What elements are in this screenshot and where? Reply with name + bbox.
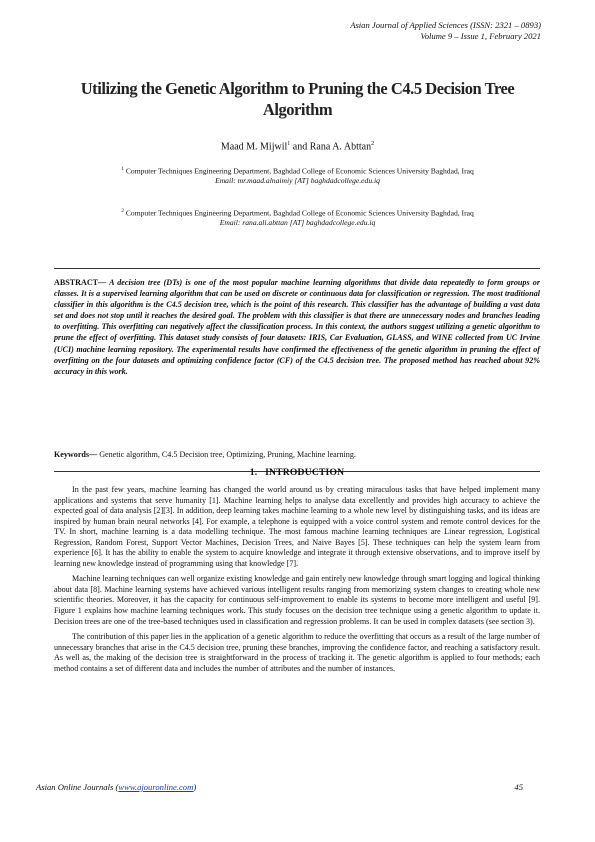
footer-link[interactable]: www.ajouronline.com [118, 782, 194, 792]
journal-issn: Asian Journal of Applied Sciences (ISSN: 2321 – 0893) [350, 20, 541, 30]
author-1: Maad M. Mijwil [220, 141, 288, 153]
affiliation-2 [80, 207, 515, 228]
author-2-sup: 2 [371, 141, 375, 147]
affiliation-2-text: Computer Techniques Engineering Department, Baghdad College of Economic Sciences University Baghdad, Iraq [123, 208, 474, 218]
paragraph: Machine learning techniques can well organize existing knowledge and gain entirely new knowledge through smart logging and logical thinking about data [8]. Machine learning systems have achieved various intelligent results ranging from memorizing system changes to creating whole new scientific theories. Moreover, it has the capacity for continuous self-improvement to enable its systems to become more intelligent and useful [9]. Figure 1 explains how machine learning techniques work. This study focuses on the decision tree technique using a genetic algorithm to update it. Decision trees are one of the tree-based techniques used in classification and regression problems. It can be used in complex datasets (see section 3). [54, 574, 540, 626]
affiliation-2-sup: 2 [121, 208, 124, 214]
abstract [54, 277, 540, 377]
introduction-body [54, 485, 540, 679]
abstract-label: ABSTRACT— [54, 278, 107, 287]
author-2: Rana A. Abttan [309, 141, 372, 153]
abstract-top-rule [54, 268, 540, 269]
footer-suffix: ) [193, 782, 197, 792]
affiliation-1-email: Email: mr.maad.alnaimiy [AT] baghdadcollege.edu.iq [215, 176, 380, 186]
author-1-sup: 1 [287, 141, 291, 147]
section-heading [54, 467, 540, 479]
journal-volume: Volume 9 – Issue 1, February 2021 [420, 31, 541, 41]
page-footer [36, 782, 522, 793]
section-title: INTRODUCTION [265, 467, 345, 478]
section-number: 1. [249, 467, 258, 478]
keywords-label: Keywords— [54, 450, 98, 459]
keywords-text: Genetic algorithm, C4.5 Decision tree, Optimizing, Pruning, Machine learning. [97, 450, 356, 459]
keywords [54, 449, 540, 460]
paragraph: The contribution of this paper lies in the application of a genetic algorithm to reduce the overfitting that occurs as a result of the large number of unnecessary branches that arise in the C4.5 decision tree, pruning these branches, improving the confidence factor, and reaching a satisfactory result. As well as, the making of the decision tree is straightforward in the process of tracking it. The genetic algorithm is applied to four methods; each method contains a set of different data and includes the number of attributes and the number of instances. [54, 632, 540, 673]
author-line [58, 138, 537, 153]
author-connector: and [290, 141, 310, 153]
journal-header [350, 20, 541, 42]
footer-prefix: Asian Online Journals ( [36, 782, 119, 792]
affiliation-1-text: Computer Techniques Engineering Department, Baghdad College of Economic Sciences University Baghdad, Iraq [123, 166, 474, 176]
abstract-text: A decision tree (DTs) is one of the most popular machine learning algorithms that divide data repeatedly to form groups or classes. It is a supervised learning algorithm that can be used on discrete or continuous data for classification or regression. The most traditional classifier in this algorithm is the C4.5 decision tree, which is the point of this research. This classifier has the advantage of building a vast data set and does not stop until it reaches the desired goal. The problem with this classifier is that there are unnecessary nodes and branches leading to overfitting. This overfitting can negatively affect the classification process. In this context, the authors suggest utilizing a genetic algorithm to prune the effect of overfitting. This dataset study consists of four datasets: IRIS, Car Evaluation, GLASS, and WINE collected from UC Irvine (UCI) machine learning repository. The experimental results have confirmed the effectiveness of the genetic algorithm in pruning the effect of overfitting on the four datasets and optimizing confidence factor (CF) of the C4.5 decision tree. The proposed method has reached about 92% accuracy in this work. [54, 278, 540, 376]
affiliation-2-email: Email: rana.ali.abttan [AT] baghdadcollege.edu.iq [219, 218, 376, 228]
paragraph: In the past few years, machine learning has changed the world around us by creating miraculous tasks that have helped implement many applications and systems that serve humanity [1]. Machine learning helps to analyse data excellently and provides high accuracy to achieve the expected goal of data analysis [2][3]. In addition, deep learning takes machine learning to a whole new level by distinguishing tasks, and its ideas are inspired by human brain neural networks [4]. For example, a telephone is equipped with a voice control system and remote control devices for the TV. In short, machine learning is a data modelling technique. The most famous machine learning techniques are Linear regression, Logistical Regression, Random Forest, Support Vector Machines, Decision Trees, and Naive Bayes [5]. These techniques can help the system learn from experience [6]. It has the ability to enable the system to acquire knowledge and integrate it through extensive observations, and to improve itself by learning new knowledge instead of programming using that knowledge [7]. [54, 485, 540, 568]
affiliation-1-sup: 1 [121, 166, 124, 172]
paper-title: Utilizing the Genetic Algorithm to Pruning the C4.5 Decision Tree Algorithm [80, 79, 515, 119]
page-number: 45 [514, 782, 523, 792]
affiliation-1 [80, 165, 515, 186]
